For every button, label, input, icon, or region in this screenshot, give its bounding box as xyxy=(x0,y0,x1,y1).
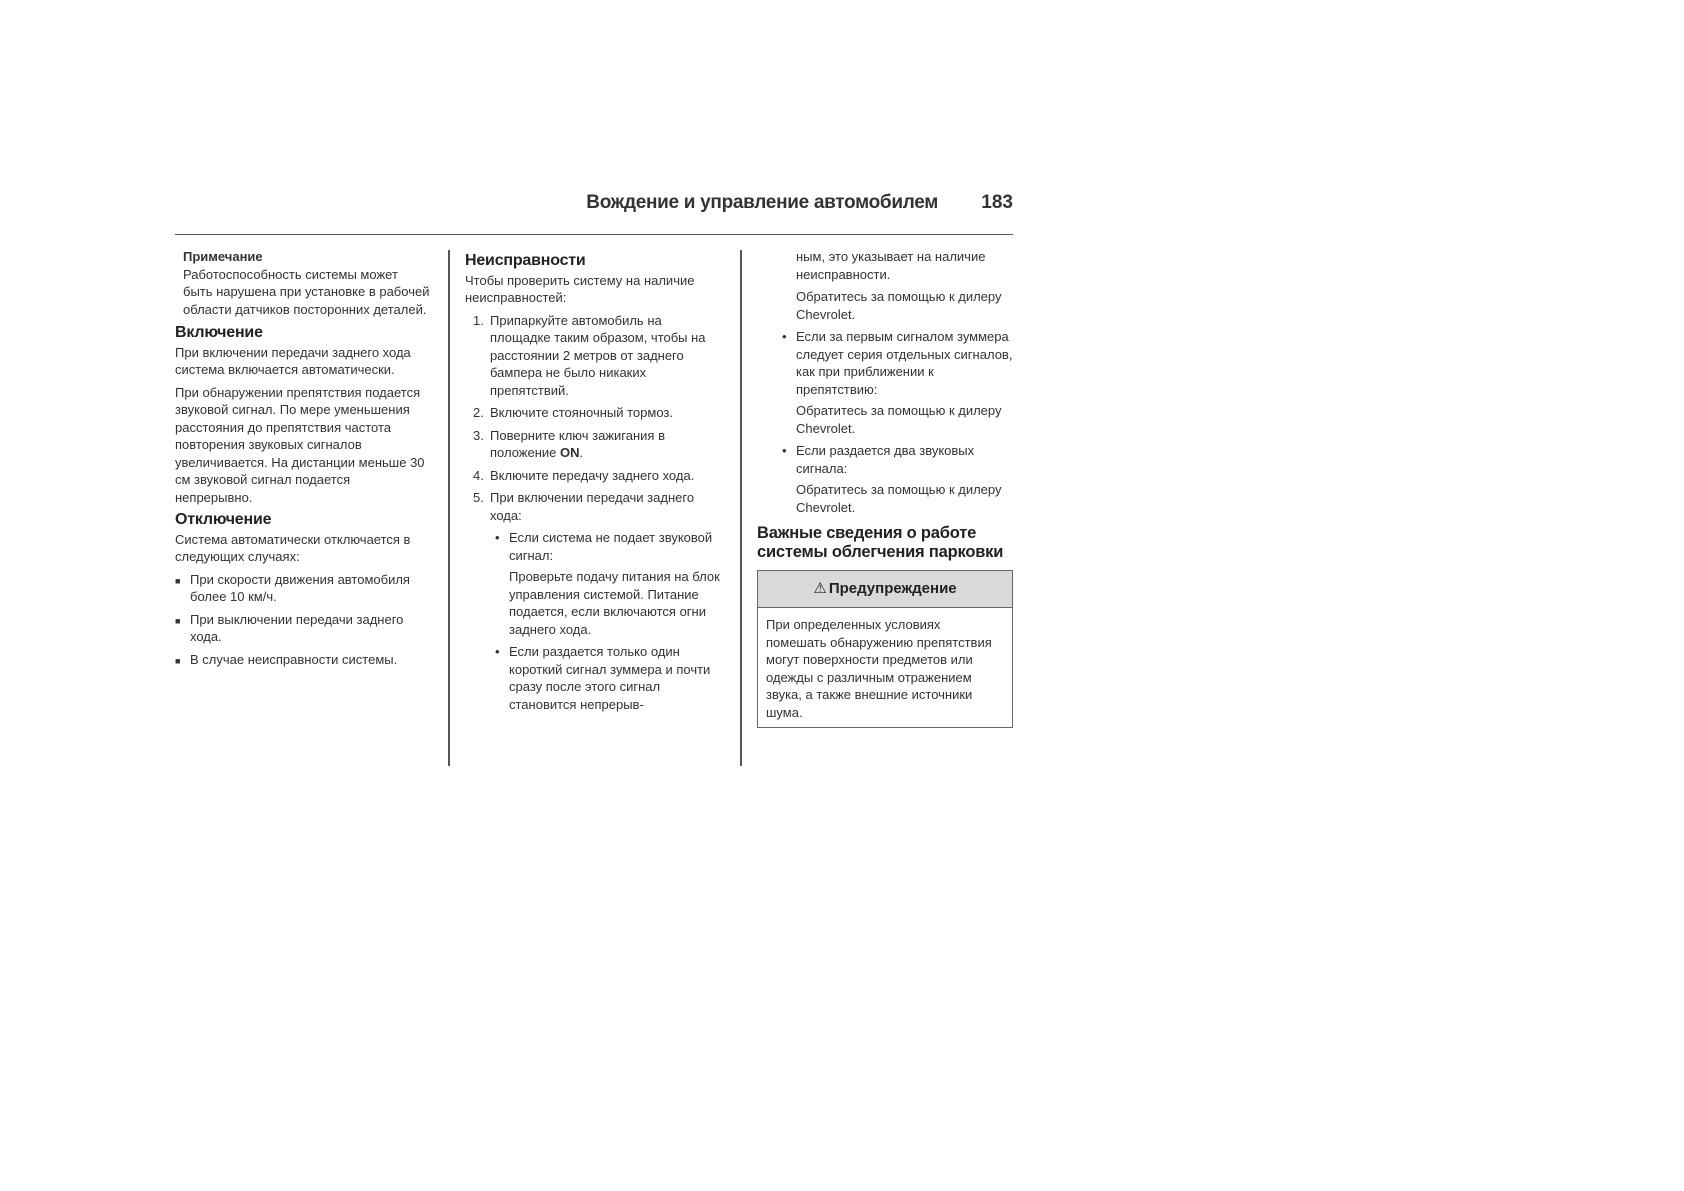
warning-header xyxy=(758,571,1012,608)
paragraph: ным, это указывает на наличие неисправности. xyxy=(796,249,986,282)
square-bullet-icon: ■ xyxy=(175,615,181,626)
step-number: 5. xyxy=(473,490,484,505)
square-bullet-icon: ■ xyxy=(175,575,181,586)
list-item xyxy=(473,427,723,462)
list-item xyxy=(473,404,723,422)
step-text: Припаркуйте автомобиль на площадке таким образом, чтобы на расстоянии 2 метров от заднего бампера не было никаких препятствий. xyxy=(490,312,706,398)
column-middle xyxy=(465,248,723,717)
list-item xyxy=(782,442,1013,477)
step-text: Включите передачу заднего хода. xyxy=(490,467,695,483)
column-right xyxy=(757,248,1013,728)
list-item xyxy=(473,312,723,400)
heading-malfunctions: Неисправности xyxy=(465,252,586,269)
paragraph: Обратитесь за помощью к дилеру Chevrolet. xyxy=(796,289,1002,322)
column-divider xyxy=(448,250,450,766)
list-item xyxy=(782,328,1013,398)
step-text: Включите стояночный тормоз. xyxy=(490,405,673,420)
warning-title: Предупреждение xyxy=(828,580,957,597)
section-title: Вождение и управление автомобилем xyxy=(586,192,938,213)
dot-bullet-icon: • xyxy=(782,329,787,344)
step-text xyxy=(490,427,723,462)
note-block xyxy=(175,248,431,318)
heading-parking-info: Важные сведения о работе системы облегчения парковки xyxy=(757,524,1004,561)
list-item xyxy=(175,611,431,646)
paragraph: Чтобы проверить систему на наличие неисправностей: xyxy=(465,272,695,305)
list-item xyxy=(473,467,723,485)
list-item-text: Если раздается только один короткий сигнал зуммера и почти сразу после этого сигнал становится непрерыв- xyxy=(509,644,711,712)
dot-bullet-icon: • xyxy=(495,530,500,545)
list-item xyxy=(175,571,431,606)
list-item-text: Если раздается два звуковых сигнала: xyxy=(796,443,975,476)
step-number: 4. xyxy=(473,467,484,483)
column-left xyxy=(175,248,431,675)
heading-activation: Включение xyxy=(175,324,263,341)
list-item xyxy=(473,489,723,524)
step-text: При включении передачи заднего хода: xyxy=(490,490,695,523)
paragraph: При обнаружении препятствия подается звуковой сигнал. По мере уменьшения расстояния до препятствия частота повторения звуковых сигналов увеличивается. На дистанции меньше 30 см звуковой сигнал подается непрерывно. xyxy=(175,384,425,505)
warning-icon: ⚠ xyxy=(813,580,827,597)
square-bullet-icon: ■ xyxy=(175,655,181,666)
page-header xyxy=(175,190,1013,235)
list-item-text: В случае неисправности системы. xyxy=(190,651,398,667)
list-item xyxy=(495,643,723,713)
dot-bullet-icon: • xyxy=(782,443,787,458)
warning-box xyxy=(757,570,1013,728)
list-item-text: Если за первым сигналом зуммера следует серия отдельных сигналов, как при приближении к препятствию: xyxy=(796,329,1013,397)
step-number: 2. xyxy=(473,405,484,420)
list-item xyxy=(495,529,723,564)
step-text-part: Поверните ключ зажигания в положение xyxy=(490,427,665,460)
step-number: 3. xyxy=(473,427,484,443)
note-title: Примечание xyxy=(183,249,263,264)
paragraph: Проверьте подачу питания на блок управления системой. Питание подается, если включаются огни заднего хода. xyxy=(509,569,720,637)
paragraph: Обратитесь за помощью к дилеру Chevrolet. xyxy=(796,482,1002,515)
list-item-text: Если система не подает звуковой сигнал: xyxy=(509,530,713,563)
paragraph: Обратитесь за помощью к дилеру Chevrolet. xyxy=(796,403,1002,436)
warning-text: При определенных условиях помешать обнаружению препятствия могут поверхности предметов или одежды с различным отражением звука, а также внешние источники шума. xyxy=(766,617,992,720)
list-item-text: При выключении передачи заднего хода. xyxy=(190,611,404,644)
dot-bullet-icon: • xyxy=(495,644,500,659)
page-number: 183 xyxy=(981,192,1013,213)
paragraph: Система автоматически отключается в следующих случаях: xyxy=(175,531,411,564)
ignition-position: ON xyxy=(560,445,580,460)
column-divider xyxy=(740,250,742,766)
paragraph: При включении передачи заднего хода система включается автоматически. xyxy=(175,344,411,377)
step-text-part: . xyxy=(579,445,584,460)
list-item-text: При скорости движения автомобиля более 10 км/ч. xyxy=(190,571,410,604)
list-item xyxy=(175,651,431,671)
heading-deactivation: Отключение xyxy=(175,511,272,528)
note-text: Работоспособность системы может быть нарушена при установке в рабочей области датчиков посторонних деталей. xyxy=(183,266,430,317)
step-number: 1. xyxy=(473,312,484,328)
